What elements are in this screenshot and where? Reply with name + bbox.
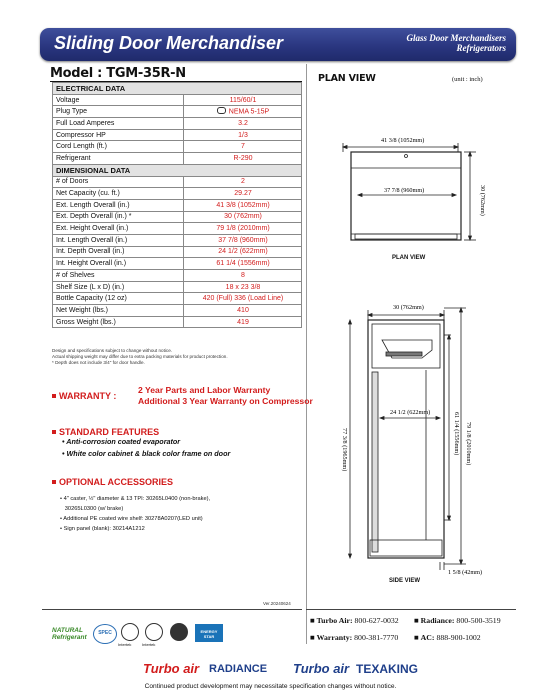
contact-brand: Radiance: xyxy=(420,616,455,625)
plug-icon xyxy=(217,107,226,114)
spec-label: Shelf Size (L x D) (in.) xyxy=(53,281,184,293)
header-banner xyxy=(40,28,516,61)
side-inner-height-dim: 61 1/4 (1556mm) xyxy=(453,412,460,456)
spec-value xyxy=(184,258,302,270)
warranty-line-1: 2 Year Parts and Labor Warranty xyxy=(138,385,271,395)
spec-value xyxy=(184,199,302,211)
spec-value xyxy=(184,129,302,141)
spec-label: # of Doors xyxy=(53,176,184,188)
spec-value-text: 79 1/8 (2010mm) xyxy=(216,225,270,233)
spec-value-text: 410 xyxy=(237,306,249,314)
intertek-label: Intertek xyxy=(118,642,132,647)
intertek-label: Intertek xyxy=(142,642,156,647)
bullet-square-icon xyxy=(52,480,56,484)
note-line: Design and specifications subject to change without notice. xyxy=(52,348,173,353)
table-row xyxy=(53,106,302,118)
table-row xyxy=(53,129,302,141)
spec-label: Net Capacity (cu. ft.) xyxy=(53,188,184,200)
side-top-dim: 30 (762mm) xyxy=(393,304,424,311)
spec-value xyxy=(184,188,302,200)
spec-value-text: 7 xyxy=(241,143,245,151)
etl-cert-icon xyxy=(121,623,139,641)
spec-value-text: 8 xyxy=(241,271,245,279)
note-line: * Depth does not include 3/4" for door handle. xyxy=(52,359,145,365)
etl-sanitation-icon xyxy=(145,623,163,641)
section-header-text: ELECTRICAL DATA xyxy=(53,83,302,95)
texaking-logo: TEXAKING xyxy=(356,662,419,676)
spec-value-text: 30 (762mm) xyxy=(224,213,262,221)
warranty-text xyxy=(138,385,313,406)
spec-value-text: 61 1/4 (1556mm) xyxy=(216,260,270,268)
spec-value-text: 3.2 xyxy=(238,119,248,127)
spec-label: Full Load Amperes xyxy=(53,118,184,130)
refrigerant-label: Refrigerant xyxy=(52,634,87,641)
spec-value-text: 419 xyxy=(237,318,249,326)
spec-value xyxy=(184,141,302,153)
list-item-text: White color cabinet & black color frame on door xyxy=(66,449,231,458)
spec-label: Bottle Capacity (12 oz) xyxy=(53,293,184,305)
unit-label: (unit : inch) xyxy=(452,76,483,83)
plan-view-drawing xyxy=(306,130,521,300)
contact-brand: AC: xyxy=(420,633,435,642)
plan-width-dim: 41 3/8 (1052mm) xyxy=(381,137,425,144)
bottom-rule-right xyxy=(306,609,516,610)
spec-label: Plug Type xyxy=(53,106,184,118)
natural-label: NATURAL xyxy=(52,627,83,634)
note-line: Actual shipping weight may differ due to extra packing materials for product protection. xyxy=(52,353,228,359)
optional-accessories-title xyxy=(52,477,173,487)
table-row xyxy=(53,316,302,328)
contact-brand: Turbo Air: xyxy=(316,616,353,625)
spec-label: Ext. Length Overall (in.) xyxy=(53,199,184,211)
table-row xyxy=(53,211,302,223)
spec-label: Cord Length (ft.) xyxy=(53,141,184,153)
table-row xyxy=(53,141,302,153)
page-title: Sliding Door Merchandiser xyxy=(54,33,284,53)
spec-value xyxy=(184,223,302,235)
spec-value xyxy=(184,176,302,188)
table-row xyxy=(53,305,302,317)
table-row xyxy=(53,246,302,258)
spec-value-text: 24 1/2 (622mm) xyxy=(218,248,268,256)
spec-value xyxy=(184,106,302,118)
spec-value-text: 37 7/8 (960mm) xyxy=(218,236,268,244)
list-item: • Additional PE coated wire shelf: 30278A0207(LED unit) xyxy=(60,516,203,522)
list-item: • White color cabinet & black color frame on door xyxy=(62,449,231,458)
contact-warranty: ■ Warranty: 800-381-7770 xyxy=(310,633,399,642)
contact-phone: 800-500-3519 xyxy=(456,616,501,625)
spec-label: Int. Depth Overall (in.) xyxy=(53,246,184,258)
side-view-caption: SIDE VIEW xyxy=(389,578,421,584)
category-label xyxy=(406,33,506,53)
list-item: • Sign panel (blank): 30214A1212 xyxy=(60,526,145,532)
spec-value xyxy=(184,153,302,165)
table-row xyxy=(53,270,302,282)
spec-label: Voltage xyxy=(53,94,184,106)
category-line-1: Glass Door Merchandisers xyxy=(406,33,506,43)
spec-value xyxy=(184,281,302,293)
spec-value xyxy=(184,234,302,246)
brand-strip xyxy=(0,659,541,681)
bottom-rule-left xyxy=(42,609,302,610)
warranty-line-2: Additional 3 Year Warranty on Compressor xyxy=(138,395,313,406)
table-row xyxy=(53,258,302,270)
contact-radiance: ■ Radiance: 800-500-3519 xyxy=(414,616,501,625)
spec-value-text: 420 (Full) 336 (Load Line) xyxy=(202,295,284,303)
spec-label: Compressor HP xyxy=(53,129,184,141)
energy-star-label: ENERGY STAR xyxy=(200,629,218,639)
optional-accessories-title-text: OPTIONAL ACCESSORIES xyxy=(59,477,174,487)
section-header-text: DIMENSIONAL DATA xyxy=(53,164,302,176)
table-row xyxy=(53,94,302,106)
contact-phone: 800-627-0032 xyxy=(354,616,399,625)
natural-refrigerant-logo xyxy=(52,627,90,641)
plan-depth-dim: 30 (762mm) xyxy=(479,185,486,216)
spec-label: Gross Weight (lbs.) xyxy=(53,316,184,328)
list-item: • Anti-corrosion coated evaporator xyxy=(62,437,181,446)
contact-phone: 888-900-1002 xyxy=(436,633,481,642)
footer-note: Continued product development may necessitate specification changes without notice. xyxy=(144,683,397,690)
table-row xyxy=(53,188,302,200)
spec-label: Refrigerant xyxy=(53,153,184,165)
table-row xyxy=(53,118,302,130)
spec-value-text: 115/60/1 xyxy=(229,96,257,104)
table-row xyxy=(53,153,302,165)
warranty-label-text: WARRANTY : xyxy=(59,391,117,401)
spec-value xyxy=(184,246,302,258)
table-row xyxy=(53,281,302,293)
contact-ac: ■ AC: 888-900-1002 xyxy=(414,633,481,642)
plan-view-caption: PLAN VIEW xyxy=(392,255,426,261)
category-line-2: Refrigerators xyxy=(456,43,506,53)
side-inner-depth-dim: 24 1/2 (622mm) xyxy=(390,409,431,416)
spec-value xyxy=(184,94,302,106)
contact-brand: Warranty: xyxy=(316,633,353,642)
spec-label: Net Weight (lbs.) xyxy=(53,305,184,317)
spec-value-text: 29.27 xyxy=(234,190,252,198)
spec-value xyxy=(184,316,302,328)
spec-value xyxy=(184,293,302,305)
table-row xyxy=(53,199,302,211)
spec-label: Ext. Depth Overall (in.) * xyxy=(53,211,184,223)
spec-value-text: R-290 xyxy=(233,154,253,162)
spec-label: # of Shelves xyxy=(53,270,184,282)
contact-phone: 800-381-7770 xyxy=(354,633,399,642)
model-name: Model : TGM-35R-N xyxy=(50,66,186,81)
list-item: 30265L0300 (w/ brake) xyxy=(60,506,124,512)
radiance-logo: RADIANCE xyxy=(209,663,268,675)
turbo-air-logo-blue: Turbo air xyxy=(293,661,350,676)
plan-view-title: PLAN VIEW xyxy=(318,73,376,84)
spec-table xyxy=(52,82,302,328)
plan-inner-dim: 37 7/8 (960mm) xyxy=(384,187,425,194)
energy-star-icon xyxy=(195,624,223,642)
standard-features-list xyxy=(62,436,230,460)
spec-label: Int. Height Overall (in.) xyxy=(53,258,184,270)
spec-value-text: NEMA 5-15P xyxy=(228,108,270,116)
warranty-label xyxy=(52,391,116,401)
table-row xyxy=(53,234,302,246)
contact-turbo-air: ■ Turbo Air: 800-627-0032 xyxy=(310,616,399,625)
spec-value xyxy=(184,118,302,130)
list-item: • 4" caster, ½" diameter & 13 TPI: 30265L0400 (non-brake), xyxy=(60,496,211,502)
spec-label: Int. Length Overall (in.) xyxy=(53,234,184,246)
spec-section-header xyxy=(53,83,302,95)
spec-value xyxy=(184,211,302,223)
side-left-height-dim: 77 3/8 (1965mm) xyxy=(341,428,348,472)
spec-label: Ext. Height Overall (in.) xyxy=(53,223,184,235)
list-item-text: Anti-corrosion coated evaporator xyxy=(66,437,181,446)
spec-value-text: 41 3/8 (1052mm) xyxy=(216,201,270,209)
seal-cert-icon xyxy=(170,623,188,641)
spec-value-text: 1/3 xyxy=(238,131,248,139)
spec-value-text: 18 x 23 3/8 xyxy=(225,283,261,291)
table-row xyxy=(53,176,302,188)
table-row xyxy=(53,223,302,235)
side-foot-dim: 1 5/8 (42mm) xyxy=(448,569,483,576)
side-view-drawing xyxy=(306,300,521,580)
spec-notes xyxy=(52,348,228,365)
spec-cert-icon xyxy=(93,624,117,644)
table-row xyxy=(53,293,302,305)
spec-section-header xyxy=(53,164,302,176)
standard-features-title-text: STANDARD FEATURES xyxy=(59,427,160,437)
cert-label: SPEC xyxy=(98,630,112,636)
bullet-square-icon xyxy=(52,394,56,398)
spec-value xyxy=(184,270,302,282)
spec-value-text: 2 xyxy=(241,178,245,186)
side-total-height-dim: 79 1/8 (2010mm) xyxy=(465,422,472,466)
optional-accessories-list xyxy=(60,494,210,534)
spec-value xyxy=(184,305,302,317)
version-label: Ver.20240624 xyxy=(263,601,291,606)
turbo-air-logo: Turbo air xyxy=(143,661,200,676)
bullet-square-icon xyxy=(52,430,56,434)
